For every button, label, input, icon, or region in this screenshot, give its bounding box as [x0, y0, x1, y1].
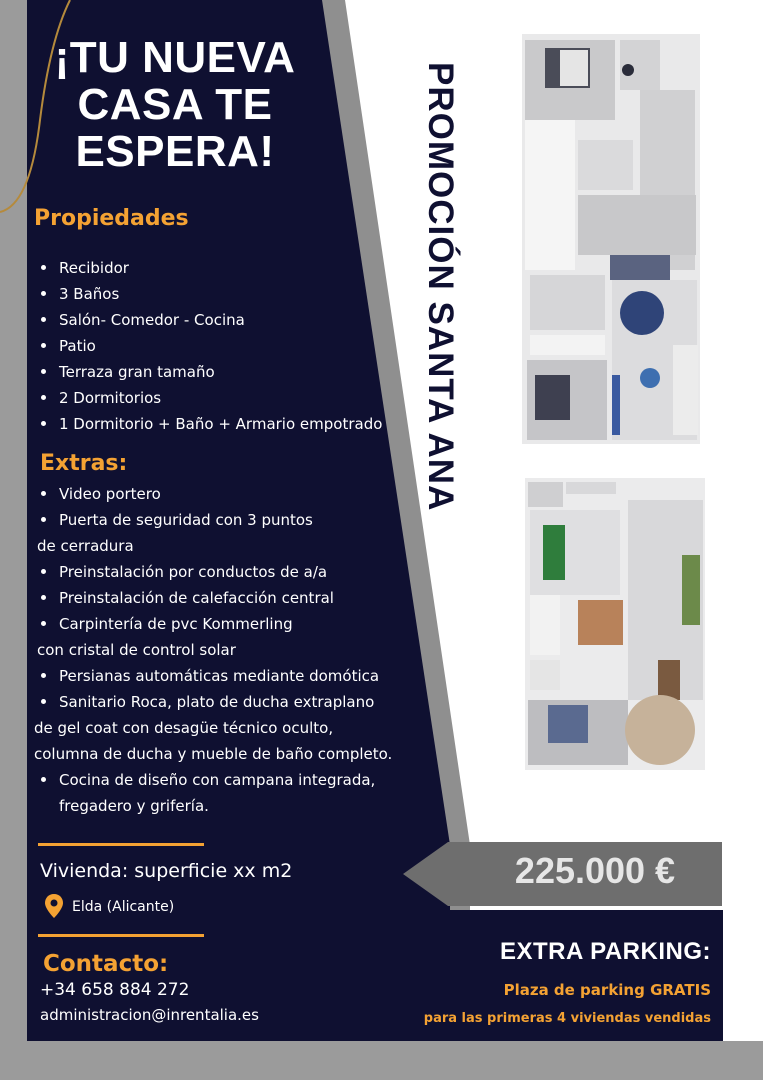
propiedades-list	[59, 255, 382, 437]
list-item: Persianas automáticas mediante domótica	[59, 663, 392, 689]
contact-email[interactable]: administracion@inrentalia.es	[40, 1006, 259, 1024]
price-value: 225.000 €	[514, 850, 676, 891]
list-item-continuation: con cristal de control solar	[37, 641, 236, 659]
floor-plan-2	[525, 478, 705, 770]
list-item: Sanitario Roca, plato de ducha extraplano	[59, 689, 392, 715]
list-item: Video portero	[59, 481, 392, 507]
bottom-margin	[0, 1041, 763, 1080]
parking-line-2: para las primeras 4 viviendas vendidas	[423, 1011, 711, 1026]
list-item-continuation: de cerradura	[37, 537, 134, 555]
floor-plan-1	[522, 34, 700, 444]
list-item: Terraza gran tamaño	[59, 359, 382, 385]
list-item-continuation: columna de ducha y mueble de baño completo.	[34, 745, 393, 763]
list-item: Preinstalación por conductos de a/a	[59, 559, 392, 585]
contacto-heading: Contacto:	[43, 951, 169, 977]
location-text: Elda (Alicante)	[72, 899, 175, 915]
list-item-continuation: de gel coat con desagüe técnico oculto,	[34, 719, 334, 737]
map-pin-icon	[44, 893, 64, 919]
parking-line-1: Plaza de parking GRATIS	[503, 981, 711, 999]
extras-heading: Extras:	[40, 451, 128, 476]
divider-top	[38, 843, 204, 846]
vertical-title: PROMOCIÓN SANTA ANA	[421, 62, 460, 512]
list-item: 2 Dormitorios	[59, 385, 382, 411]
list-item: Carpintería de pvc Kommerling	[59, 611, 392, 637]
vivienda-text: Vivienda: superficie xx m2	[40, 860, 293, 882]
list-item: 1 Dormitorio + Baño + Armario empotrado	[59, 411, 382, 437]
list-item: Puerta de seguridad con 3 puntos	[59, 507, 392, 533]
divider-bottom	[38, 934, 204, 937]
list-item: 3 Baños	[59, 281, 382, 307]
page-title: ¡TU NUEVA CASA TE ESPERA!	[54, 33, 296, 176]
contact-phone[interactable]: +34 658 884 272	[40, 980, 190, 1000]
list-item: Cocina de diseño con campana integrada,	[59, 767, 392, 793]
list-item: Preinstalación de calefacción central	[59, 585, 392, 611]
extras-list	[34, 481, 393, 819]
list-item: Recibidor	[59, 255, 382, 281]
list-item: Salón- Comedor - Cocina	[59, 307, 382, 333]
list-item: Patio	[59, 333, 382, 359]
propiedades-heading: Propiedades	[34, 206, 189, 231]
parking-heading: EXTRA PARKING:	[500, 938, 711, 965]
list-item-continuation: fregadero y grifería.	[59, 797, 209, 815]
